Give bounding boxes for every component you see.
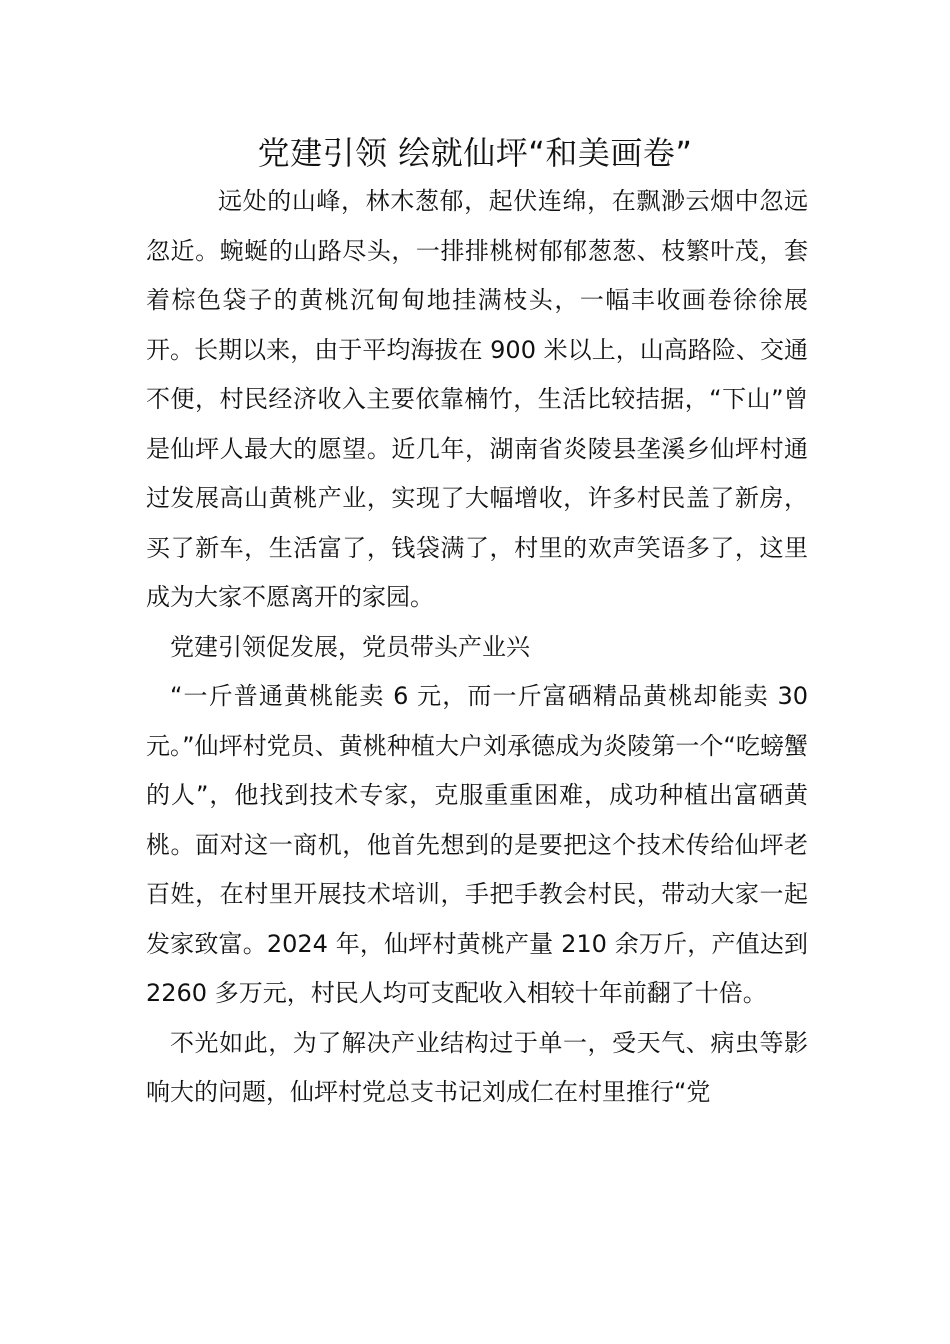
article-body	[146, 177, 808, 1118]
paragraph-intro: 远处的山峰，林木葱郁，起伏连绵，在飘渺云烟中忽远忽近。蜿蜒的山路尽头，一排排桃树郁郁葱葱、枝繁叶茂，套着棕色袋子的黄桃沉甸甸地挂满枝头，一幅丰收画卷徐徐展开。长期以来，由于平均海拔在 900 米以上，山高路险、交通不便，村民经济收入主要依靠楠竹，生活比较拮据，“下山”曾是仙坪人最大的愿望。近几年，湖南省炎陵县垄溪乡仙坪村通过发展高山黄桃产业，实现了大幅增收，许多村民盖了新房，买了新车，生活富了，钱袋满了，村里的欢声笑语多了，这里成为大家不愿离开的家园。	[146, 187, 808, 611]
paragraph-industry-structure: 不光如此，为了解决产业结构过于单一，受天气、病虫等影响大的问题，仙坪村党总支书记刘成仁在村里推行“党	[146, 1028, 808, 1106]
article-title: 党建引领 绘就仙坪“和美画卷”	[257, 134, 693, 172]
section-heading: 党建引领促发展，党员带头产业兴	[170, 632, 530, 661]
paragraph-peach-tech: “一斤普通黄桃能卖 6 元，而一斤富硒精品黄桃却能卖 30 元。”仙坪村党员、黄桃种植大户刘承德成为炎陵第一个“吃螃蟹的人”，他找到技术专家，克服重重困难，成功种植出富硒黄桃。面对这一商机，他首先想到的是要把这个技术传给仙坪老百姓，在村里开展技术培训，手把手教会村民，带动大家一起发家致富。2024 年，仙坪村黄桃产量 210 余万斤，产值达到 2260 多万元，村民人均可支配收入相较十年前翻了十倍。	[146, 682, 808, 1007]
